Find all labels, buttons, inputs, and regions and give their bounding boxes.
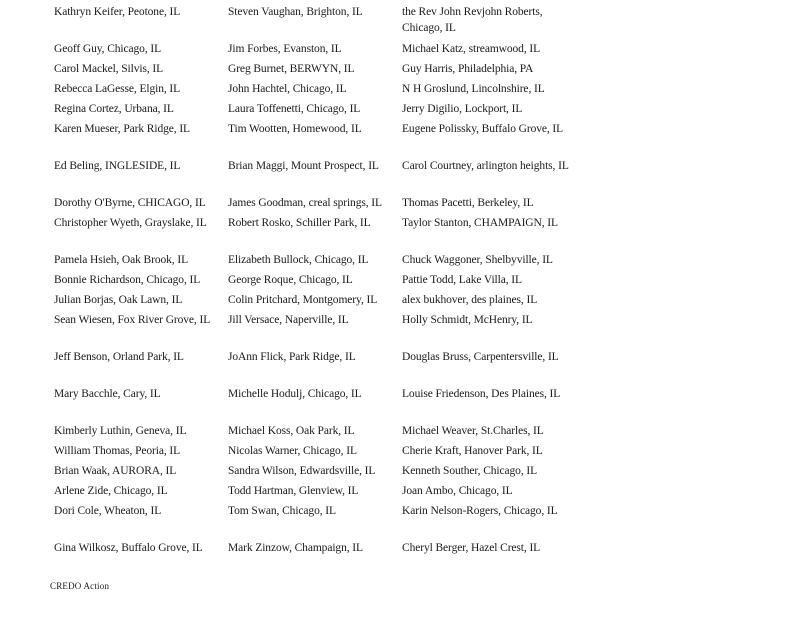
signer-entry: N H Groslund, Lincolnshire, IL bbox=[402, 83, 545, 95]
signer-entry: Mary Bacchle, Cary, IL bbox=[54, 388, 161, 400]
signer-row bbox=[52, 312, 572, 349]
signer-row bbox=[52, 423, 572, 443]
signer-entry: Carol Mackel, Silvis, IL bbox=[54, 63, 164, 75]
signer-entry: Kathryn Keifer, Peotone, IL bbox=[54, 6, 181, 18]
signer-entry: George Roque, Chicago, IL bbox=[228, 274, 353, 286]
signer-row bbox=[52, 540, 572, 560]
signer-entry: Steven Vaughan, Brighton, IL bbox=[228, 6, 363, 18]
signer-row bbox=[52, 195, 572, 215]
signer-entry: Mark Zinzow, Champaign, IL bbox=[228, 542, 363, 554]
signer-entry: Brian Maggi, Mount Prospect, IL bbox=[228, 160, 379, 172]
signer-entry: Gina Wilkosz, Buffalo Grove, IL bbox=[54, 542, 203, 554]
signer-entry: Michelle Hodulj, Chicago, IL bbox=[228, 388, 362, 400]
signer-entry: Sandra Wilson, Edwardsville, IL bbox=[228, 465, 376, 477]
signer-row bbox=[52, 61, 572, 81]
signer-entry: the Rev John Revjohn Roberts, Chicago, IL bbox=[402, 6, 543, 34]
signer-entry: Pattie Todd, Lake Villa, IL bbox=[402, 274, 522, 286]
signer-row bbox=[52, 4, 572, 41]
signer-row bbox=[52, 386, 572, 423]
signer-row bbox=[52, 101, 572, 121]
signer-entry: Tom Swan, Chicago, IL bbox=[228, 505, 336, 517]
signer-entry: Rebecca LaGesse, Elgin, IL bbox=[54, 83, 181, 95]
signer-entry: Colin Pritchard, Montgomery, IL bbox=[228, 294, 378, 306]
signer-row bbox=[52, 121, 572, 158]
signer-entry: Joan Ambo, Chicago, IL bbox=[402, 485, 513, 497]
signer-entry: Jeff Benson, Orland Park, IL bbox=[54, 351, 184, 363]
signer-entry: Dori Cole, Wheaton, IL bbox=[54, 505, 162, 517]
signer-entry: Michael Weaver, St.Charles, IL bbox=[402, 425, 544, 437]
signer-entry: JoAnn Flick, Park Ridge, IL bbox=[228, 351, 356, 363]
signer-entry: Christopher Wyeth, Grayslake, IL bbox=[54, 217, 207, 229]
signer-row bbox=[52, 252, 572, 272]
signer-entry: Pamela Hsieh, Oak Brook, IL bbox=[54, 254, 188, 266]
signer-entry: Michael Koss, Oak Park, IL bbox=[228, 425, 355, 437]
signer-entry: Geoff Guy, Chicago, IL bbox=[54, 43, 162, 55]
signer-entry: Kenneth Souther, Chicago, IL bbox=[402, 465, 538, 477]
signer-row bbox=[52, 463, 572, 483]
signer-entry: Douglas Bruss, Carpentersville, IL bbox=[402, 351, 559, 363]
signer-entry: alex bukhover, des plaines, IL bbox=[402, 294, 538, 306]
signer-entry: Thomas Pacetti, Berkeley, IL bbox=[402, 197, 534, 209]
signer-entry: Regina Cortez, Urbana, IL bbox=[54, 103, 174, 115]
signer-entry: William Thomas, Peoria, IL bbox=[54, 445, 181, 457]
signer-table-body bbox=[52, 4, 572, 560]
signer-row bbox=[52, 292, 572, 312]
signer-entry: Chuck Waggoner, Shelbyville, IL bbox=[402, 254, 553, 266]
signer-entry: Guy Harris, Philadelphia, PA bbox=[402, 63, 534, 75]
signer-entry: Louise Friedenson, Des Plaines, IL bbox=[402, 388, 561, 400]
signer-entry: Cheryl Berger, Hazel Crest, IL bbox=[402, 542, 541, 554]
signer-entry: Sean Wiesen, Fox River Grove, IL bbox=[54, 314, 211, 326]
signer-row bbox=[52, 503, 572, 540]
signer-entry: Robert Rosko, Schiller Park, IL bbox=[228, 217, 371, 229]
signer-entry: Arlene Zide, Chicago, IL bbox=[54, 485, 168, 497]
signer-entry: Kimberly Luthin, Geneva, IL bbox=[54, 425, 187, 437]
signer-entry: Tim Wootten, Homewood, IL bbox=[228, 123, 362, 135]
signer-entry: Holly Schmidt, McHenry, IL bbox=[402, 314, 533, 326]
signer-entry: Cherie Kraft, Hanover Park, IL bbox=[402, 445, 543, 457]
signer-row bbox=[52, 41, 572, 61]
signer-entry: Ed Beling, INGLESIDE, IL bbox=[54, 160, 181, 172]
signer-entry: Bonnie Richardson, Chicago, IL bbox=[54, 274, 201, 286]
signer-row bbox=[52, 81, 572, 101]
signer-row bbox=[52, 349, 572, 386]
signer-entry: Greg Burnet, BERWYN, IL bbox=[228, 63, 355, 75]
signer-entry: Jim Forbes, Evanston, IL bbox=[228, 43, 342, 55]
signer-entry: Laura Toffenetti, Chicago, IL bbox=[228, 103, 361, 115]
signer-entry: Michael Katz, streamwood, IL bbox=[402, 43, 541, 55]
signer-entry: James Goodman, creal springs, IL bbox=[228, 197, 382, 209]
signer-entry: Elizabeth Bullock, Chicago, IL bbox=[228, 254, 369, 266]
signer-row bbox=[52, 443, 572, 463]
signer-entry: Karen Mueser, Park Ridge, IL bbox=[54, 123, 190, 135]
signer-entry: Jill Versace, Naperville, IL bbox=[228, 314, 349, 326]
footer-source: CREDO Action bbox=[50, 581, 110, 591]
signer-row bbox=[52, 483, 572, 503]
signer-entry: Taylor Stanton, CHAMPAIGN, IL bbox=[402, 217, 558, 229]
signer-entry: John Hachtel, Chicago, IL bbox=[228, 83, 347, 95]
signer-table bbox=[52, 4, 572, 560]
signer-entry: Brian Waak, AURORA, IL bbox=[54, 465, 177, 477]
signer-entry: Nicolas Warner, Chicago, IL bbox=[228, 445, 357, 457]
signer-entry: Carol Courtney, arlington heights, IL bbox=[402, 160, 569, 172]
signer-entry: Todd Hartman, Glenview, IL bbox=[228, 485, 359, 497]
signer-row bbox=[52, 158, 572, 195]
signer-row bbox=[52, 215, 572, 252]
signer-entry: Jerry Digilio, Lockport, IL bbox=[402, 103, 523, 115]
signer-row bbox=[52, 272, 572, 292]
signer-entry: Dorothy O'Byrne, CHICAGO, IL bbox=[54, 197, 206, 209]
signer-entry: Karin Nelson-Rogers, Chicago, IL bbox=[402, 505, 558, 517]
signer-entry: Eugene Polissky, Buffalo Grove, IL bbox=[402, 123, 564, 135]
signer-entry: Julian Borjas, Oak Lawn, IL bbox=[54, 294, 183, 306]
